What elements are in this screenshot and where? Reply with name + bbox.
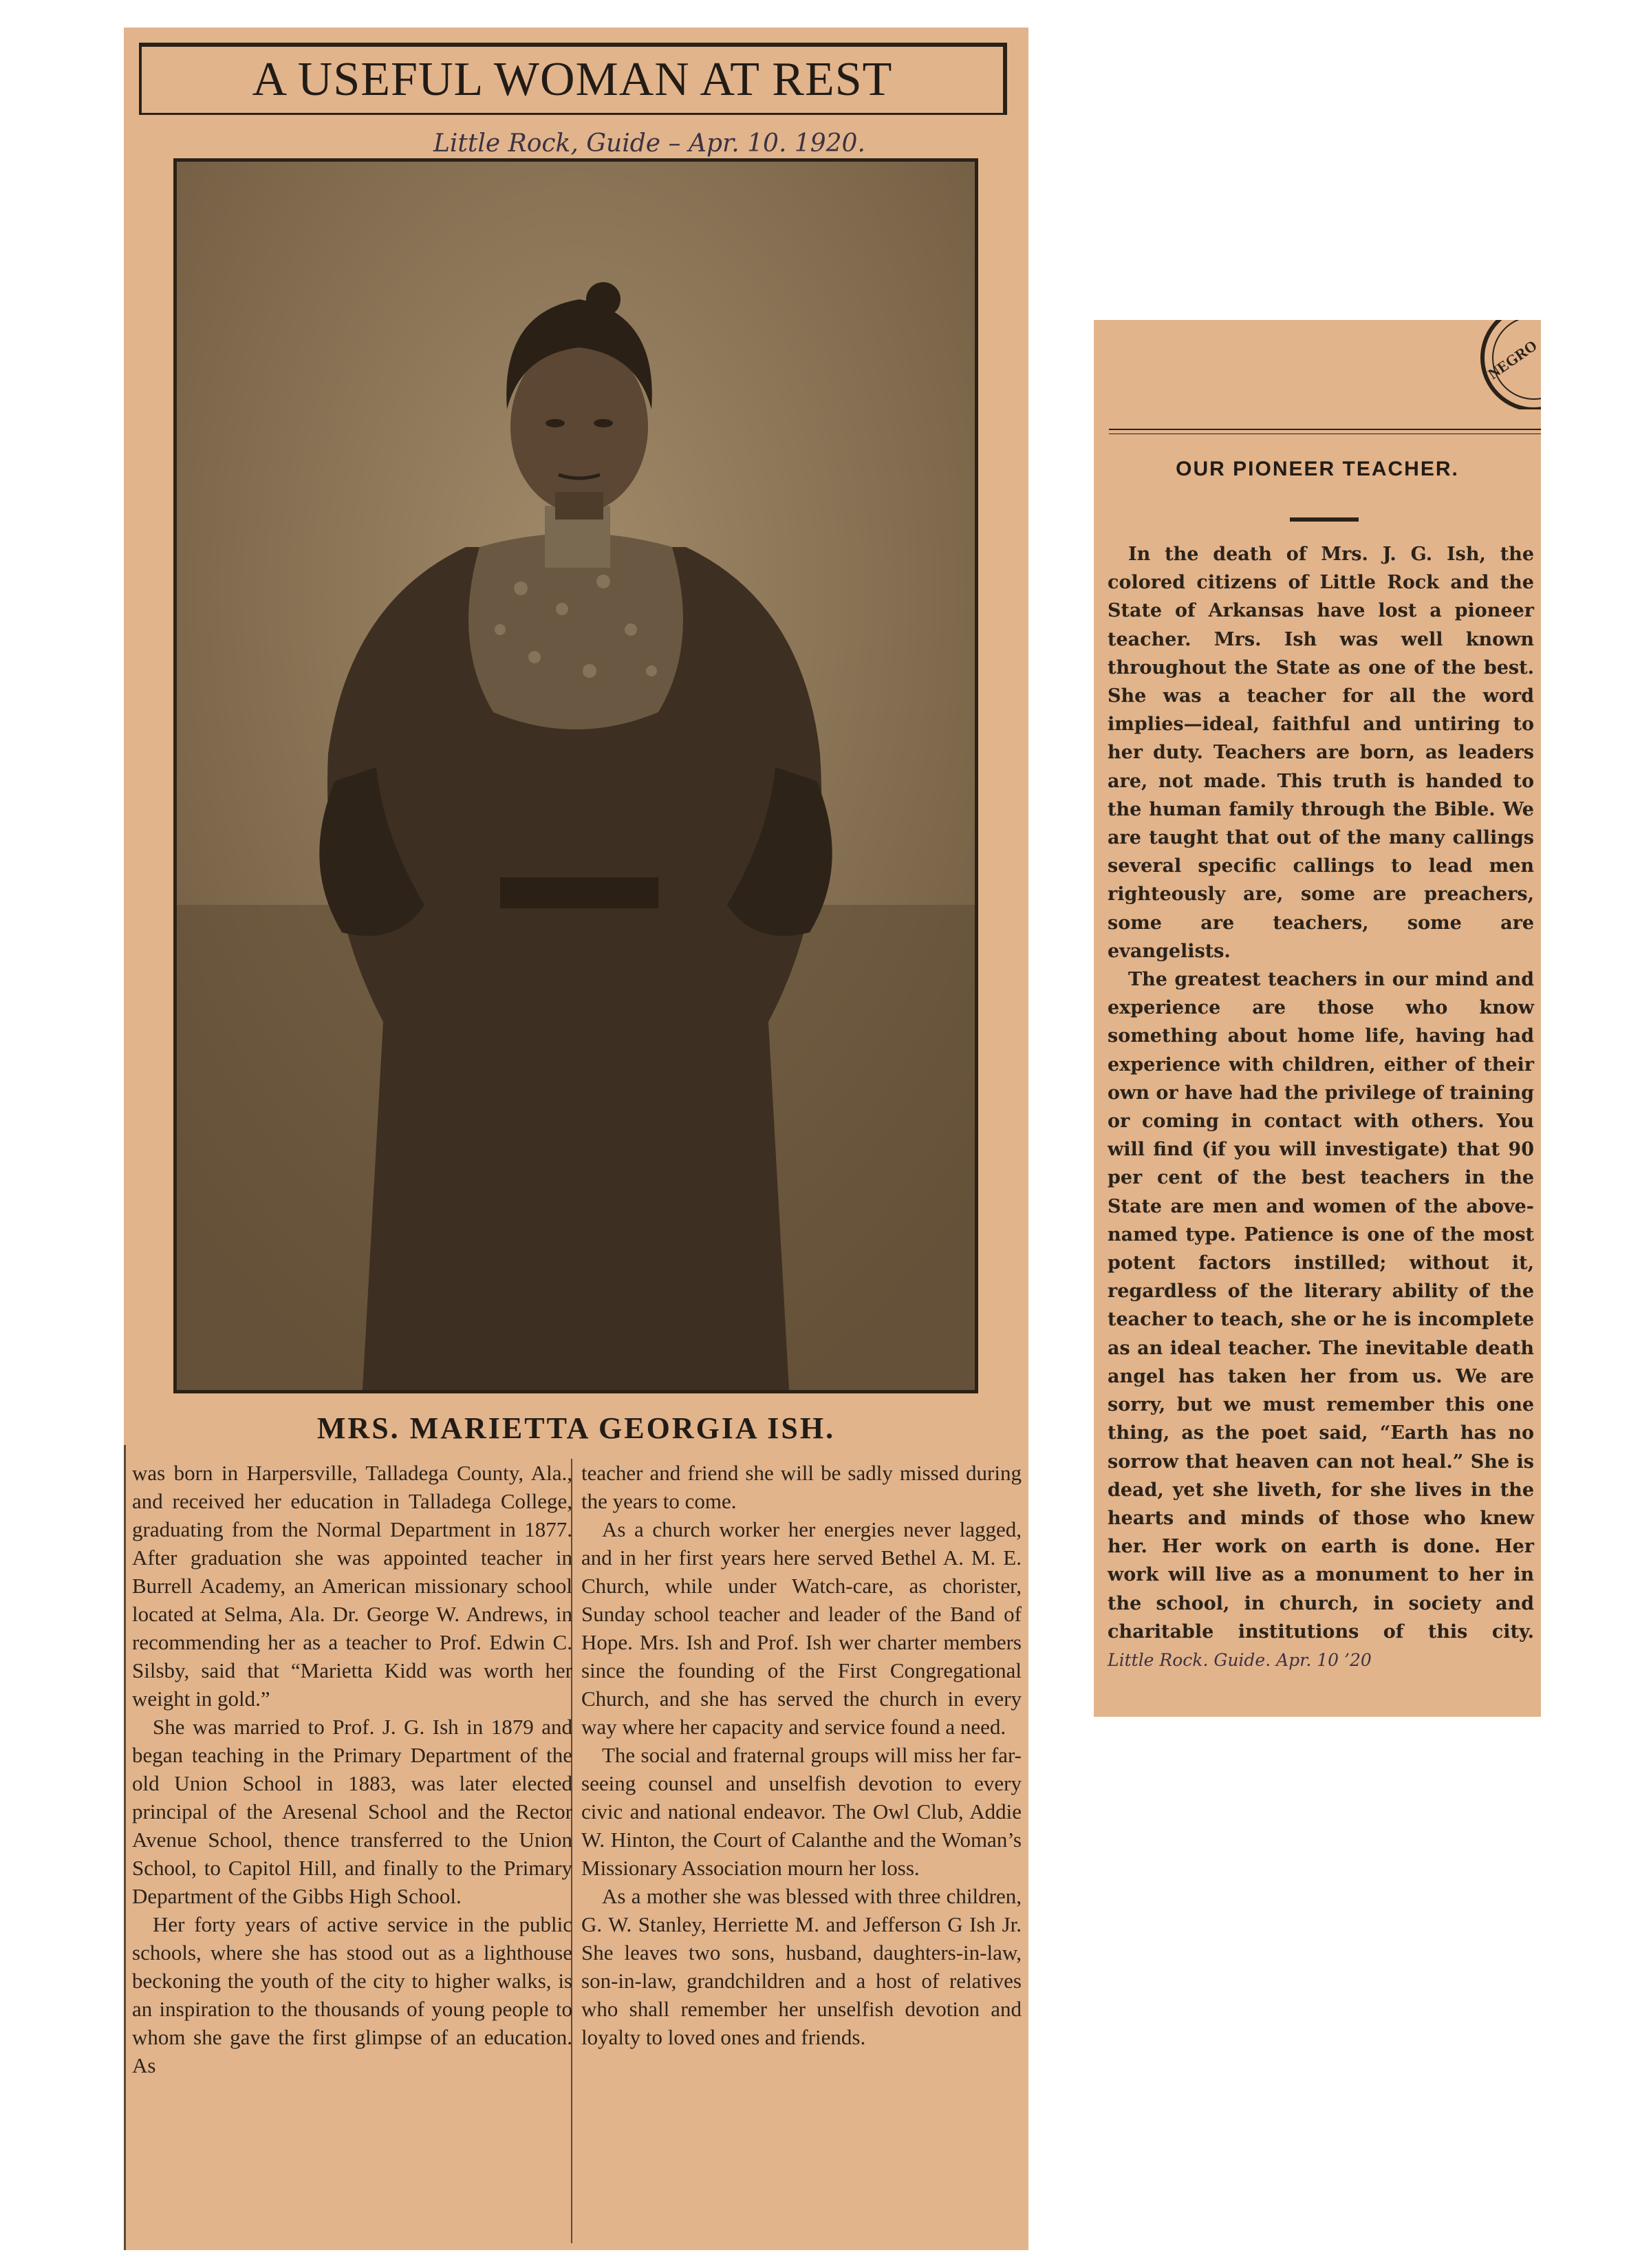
handwritten-note: Little Rock, Guide – Apr. 10. 1920. [433,129,865,158]
paragraph-text: The greatest teachers in our mind and experience are those who know something about home life, having had experience with children, either of their own or have had the privilege of training or coming in contact with others. You will find (if you will investigate) that 90 per cent of the best teachers in the State are men and women of the above-named type. Patience is one of the most potent factors instilled; without it, regardless of the literary ability of the teacher to teach, she or he is incomplete as an ideal teacher. The inevitable death angel has taken her from us. We are sorry, but we must remember this one thing, as the poet said, “Earth has no sorrow that heaven can not heal.” She is dead, yet she liveth, for she lives in the hearts and minds of those who knew her. Her work on earth is done. Her work will live as a monument to her in the school, in church, in society and charitable institutions of this city. [1108,969,1534,1643]
photo-caption: MRS. MARIETTA GEORGIA ISH. [316,1411,836,1445]
paragraph: teacher and friend she will be sadly missed during the years to come. [581,1461,1022,1513]
article-title: OUR PIONEER TEACHER. [1176,458,1459,480]
headline: A USEFUL WOMAN AT REST [252,53,893,106]
left-clipping [124,28,1028,2250]
paragraph [1108,965,1534,1674]
paragraph: In the death of Mrs. J. G. Ish, the colored citizens of Little Rock and the State of Arkansas have lost a pioneer teacher. Mrs. Ish was well known throughout the State as one of the best. She was a teacher for all the word implies—ideal, faithful and untiring to her duty. Teachers are born, as leaders are, not made. This truth is handed to the human family through the Bible. We are taught that out of the many callings several specific callings to lead men righteously are, some are preachers, some are teachers, some are evangelists. [1108,544,1534,962]
seal-text: NEGRO [1485,336,1540,383]
article-body [1108,540,1534,1674]
paragraph: As a church worker her energies never lagged, and in her first years here served Bethel A. M. E. Church, while under Watch-care, as chorister, Sunday school teacher and leader of the Band of Hope. Mrs. Ish and Prof. Ish wer charter members since the founding of the First Congregational Church, and she has served the church in every way where her capacity and service found a need. [581,1517,1022,1739]
article-column-1 [132,1459,572,2079]
newspaper-seal [1458,320,1541,409]
headline-box [139,43,1007,115]
paragraph: She was married to Prof. J. G. Ish in 1879 and began teaching in the Primary Department of the old Union School in 1883, was later elected principal of the Aresenal School and the Rector Avenue School, thence transferred to the Union School, to Capitol Hill, and finally to the Primary Department of the Gibbs High School. [132,1715,572,1908]
right-clipping [1094,320,1541,1717]
portrait-photo [173,158,978,1393]
top-rule [1109,429,1541,430]
article-column-2 [581,1459,1022,2051]
paragraph: As a mother she was blessed with three children, G. W. Stanley, Herriette M. and Jefferson G Ish Jr. She leaves two sons, husband, daughters-in-law, son-in-law, grandchildren and a host of relatives who shall remember her unselfish devotion and loyalty to loved ones and friends. [581,1884,1022,2049]
paragraph: The social and fraternal groups will miss her far-seeing counsel and unselfish devotion to every civic and national endeavor. The Owl Club, Addie W. Hinton, the Court of Calanthe and the Woman’s Missionary Association mourn her loss. [581,1743,1022,1880]
paragraph: Her forty years of active service in the public schools, where she has stood out as a lighthouse beckoning the youth of the city to higher walks, is an inspiration to the thousands of young people to whom she gave the first glimpse of an education. As [132,1912,572,2077]
portrait-image [177,162,975,1390]
paragraph: was born in Harpersville, Talladega County, Ala., and received her education in Talladega College, graduating from the Normal Department in 1877. After graduation she was appointed teacher in Burrell Academy, an American missionary school located at Selma, Ala. Dr. George W. Andrews, in recommending her as a teacher to Prof. Edwin C. Silsby, said that “Marietta Kidd was worth her weight in gold.” [132,1461,572,1711]
column-border [124,1445,126,2250]
handwritten-note: Little Rock. Guide. Apr. 10 ’20 [1108,1649,1372,1670]
title-rule [1290,517,1359,522]
